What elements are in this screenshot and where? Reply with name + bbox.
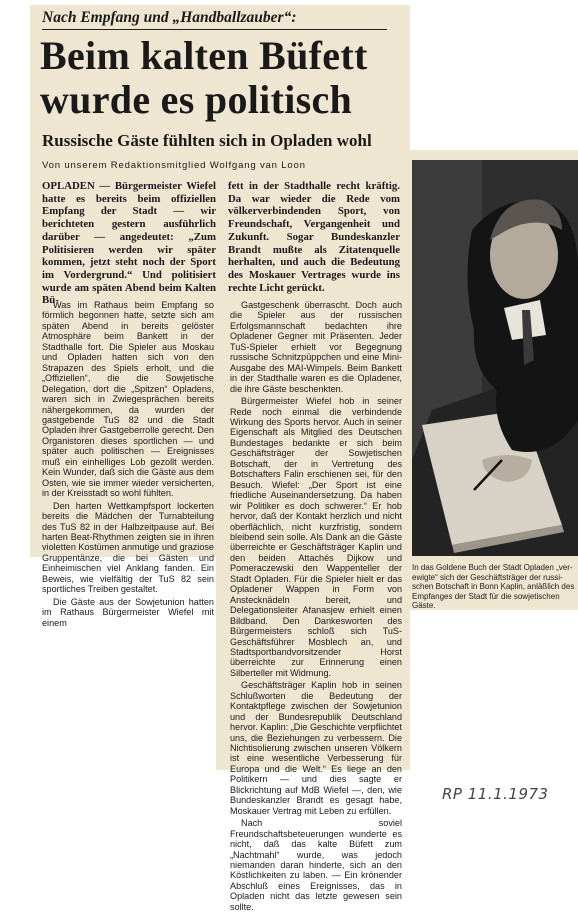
lead-column-1: OPLADEN — Bürgermeister Wiefel hatte es bereits beim offiziellen Empfang der Stadt — wir berichteten gestern ausführlich darüber — angedeutet: „Zum Politisieren werden wir später kommen, jetzt steht noch der Sport im Vordergrund.“ Und politisiert wurde am späten Abend beim Kalten Bü- [42,180,216,307]
caption-line: Gäste. [412,601,436,611]
handwritten-source-note: RP 11.1.1973 [442,785,549,803]
article-subheadline: Russische Gäste fühlten sich in Opladen wohl [42,131,372,150]
body-paragraph: Bürgermeister Wiefel hob in seiner Rede noch einmal die verbindende Wirkung des Sports hervor. Auch in seiner Eigenschaft als Mitglied des Deutschen Bundestages bedankte er sich beim Geschäftsträger der Sowjetischen Botschaft, der in Vertretung des Botschafters Falin erschienen sei, für den Besuch. Wiefel: „Der Sport ist eine friedliche Auseinandersetzung. Da haben wir Politiker es doch schwerer.“ Er hob hervor, daß der Kontakt herzlich und nicht oberflächlich, nicht kurzfristig, sondern bleibend sein solle. Als Dank an die Gäste überreichte er Geschäftsträger Kaplin und den beiden Attachés Dijkow und Pomeraczewski den Wappenteller der Stadt Opladen. Für die Spieler hielt er das Opladener Wappen in Form von Anstecknädeln bereit, und Delegationsleiter Afanasjew erhielt einen Bildband. Den Dankesworten des Bürgermeisters schloß sich TuS-Geschäftsführer Mosblech an, und Stadtsportbandvorsitzender Horst überreichte zur Erinnerung einen Silberteller mit Widmung. [230,396,402,678]
body-paragraph: Nach soviel Freundschaftsbeteuerungen wunderte es nicht, daß das kalte Büfett zum „Nachtmahl“ wurde, was jedoch niemanden daran hinderte, sich an den Köstlichkeiten zu laben. — Ein krönender Abschluß eines Ereignisses, das in Opladen nicht das letzte gewesen sein sollte. [230,818,402,912]
article-byline: Von unserem Redaktionsmitglied Wolfgang van Loon [42,160,306,171]
headline-line-1: Beim kalten Büfett [40,33,368,78]
article-headline [40,34,368,122]
caption-line: In das Goldene Buch der Stadt Opladen „ver- [412,563,573,572]
kicker-rule [42,29,387,30]
caption-line: schen Botschaft in Bonn Kaplin, anläßlich des [412,582,575,592]
body-column-2 [230,300,402,914]
article-kicker: Nach Empfang und „Handballzauber“: [42,9,297,26]
body-paragraph: Die Gäste aus der Sowjetunion hatten im Rathaus Bürgermeister Wiefel mit einem [42,596,214,628]
body-column-1 [42,300,214,630]
body-paragraph: Was im Rathaus beim Empfang so förmlich begonnen hatte, setzte sich am späten Abend in bereits gelöster Atmosphäre beim Bankett in der Stadthalle fort. Die Spieler aus Moskau und Opladen hatten sich von den Strapazen des Spiels erholt, und die „Offiziellen“, die die Sowjetische Delegation, dort die „Spitzen“ Opladens, waren sich in Zwiegesprächen bereits nähergekommen, da wurden der gastgebende TuS 82 und die Stadt Opladen ihrer Gastgeberrolle gerecht. Den Organistoren dieses sportlichen — und später auch politischen — Ereignisses muß ein einhelliges Lob gezollt werden. Kein Wunder, daß sich die Gäste aus dem Osten, wie sie immer wieder versicherten, in der Kreisstadt so wohl fühlten. [42,300,214,499]
photo-caption [412,563,578,611]
headline-line-2: wurde es politisch [40,77,353,122]
body-paragraph: Gastgeschenk überrascht. Doch auch die Spieler aus der russischen Erfolgsmannschaft bedachten ihre Opladener Gegner mit Präsenten. Jeder TuS-Spieler erhielt vor Begegnung russische Schnitzpüppchen und eine Mini-Ausgabe des MAI-Wimpels. Beim Bankett in der Stadthalle waren es die Opladener, die ihre Gäste beschenkten. [230,300,402,394]
body-paragraph: Den harten Wettkampfsport lockerten bereits die Mädchen der Turnabteilung des TuS 82 in der Halbzeitpause auf. Bei harten Beat-Rhythmen zeigten sie in ihren violetten Kostümen anmutige und graziose Gruppentänze, die bei Gästen und Einheimischen viel Anklang fanden. Ein Beweis, wie vielfältig der TuS 82 sein sportliches Treiben gestaltet. [42,500,214,595]
caption-line: ewigte“ sich der Geschäftsträger der russi- [412,572,563,582]
body-paragraph: Geschäftsträger Kaplin hob in seinen Schlußworten die Bedeutung der Kontaktpflege zwischen der Sowjetunion und der Bundesrepublik Deutschland hervor. Kaplin: „Die Geschichte verpflichtet uns, die Beziehungen zu verbessern. Die Nichtisolierung zwischen unseren Völkern ist eine wesentliche Verbesserung für Europa und die Welt.“ Es liege an den Politikern — und dies sagte er Blickrichtung auf MdB Wiefel —, den, wie Bundeskanzler Brandt es gesagt habe, Moskauer Vertrag mit Leben zu erfüllen. [230,680,402,816]
caption-line: Empfanges der Stadt für die sowjetischen [412,591,560,601]
lead-column-2: fett in der Stadthalle recht kräftig. Da war wieder die Rede vom völkerverbindenden Sport, von Freundschaft, Vergangenheit und Zukunft. Sogar Bundeskanzler Brandt mußte als Zitatenquelle herhalten, und auch die Bedeutung des Moskauer Vertrages wurde ins rechte Licht gerückt. [228,180,400,294]
man-signing-book-photo [412,160,578,556]
